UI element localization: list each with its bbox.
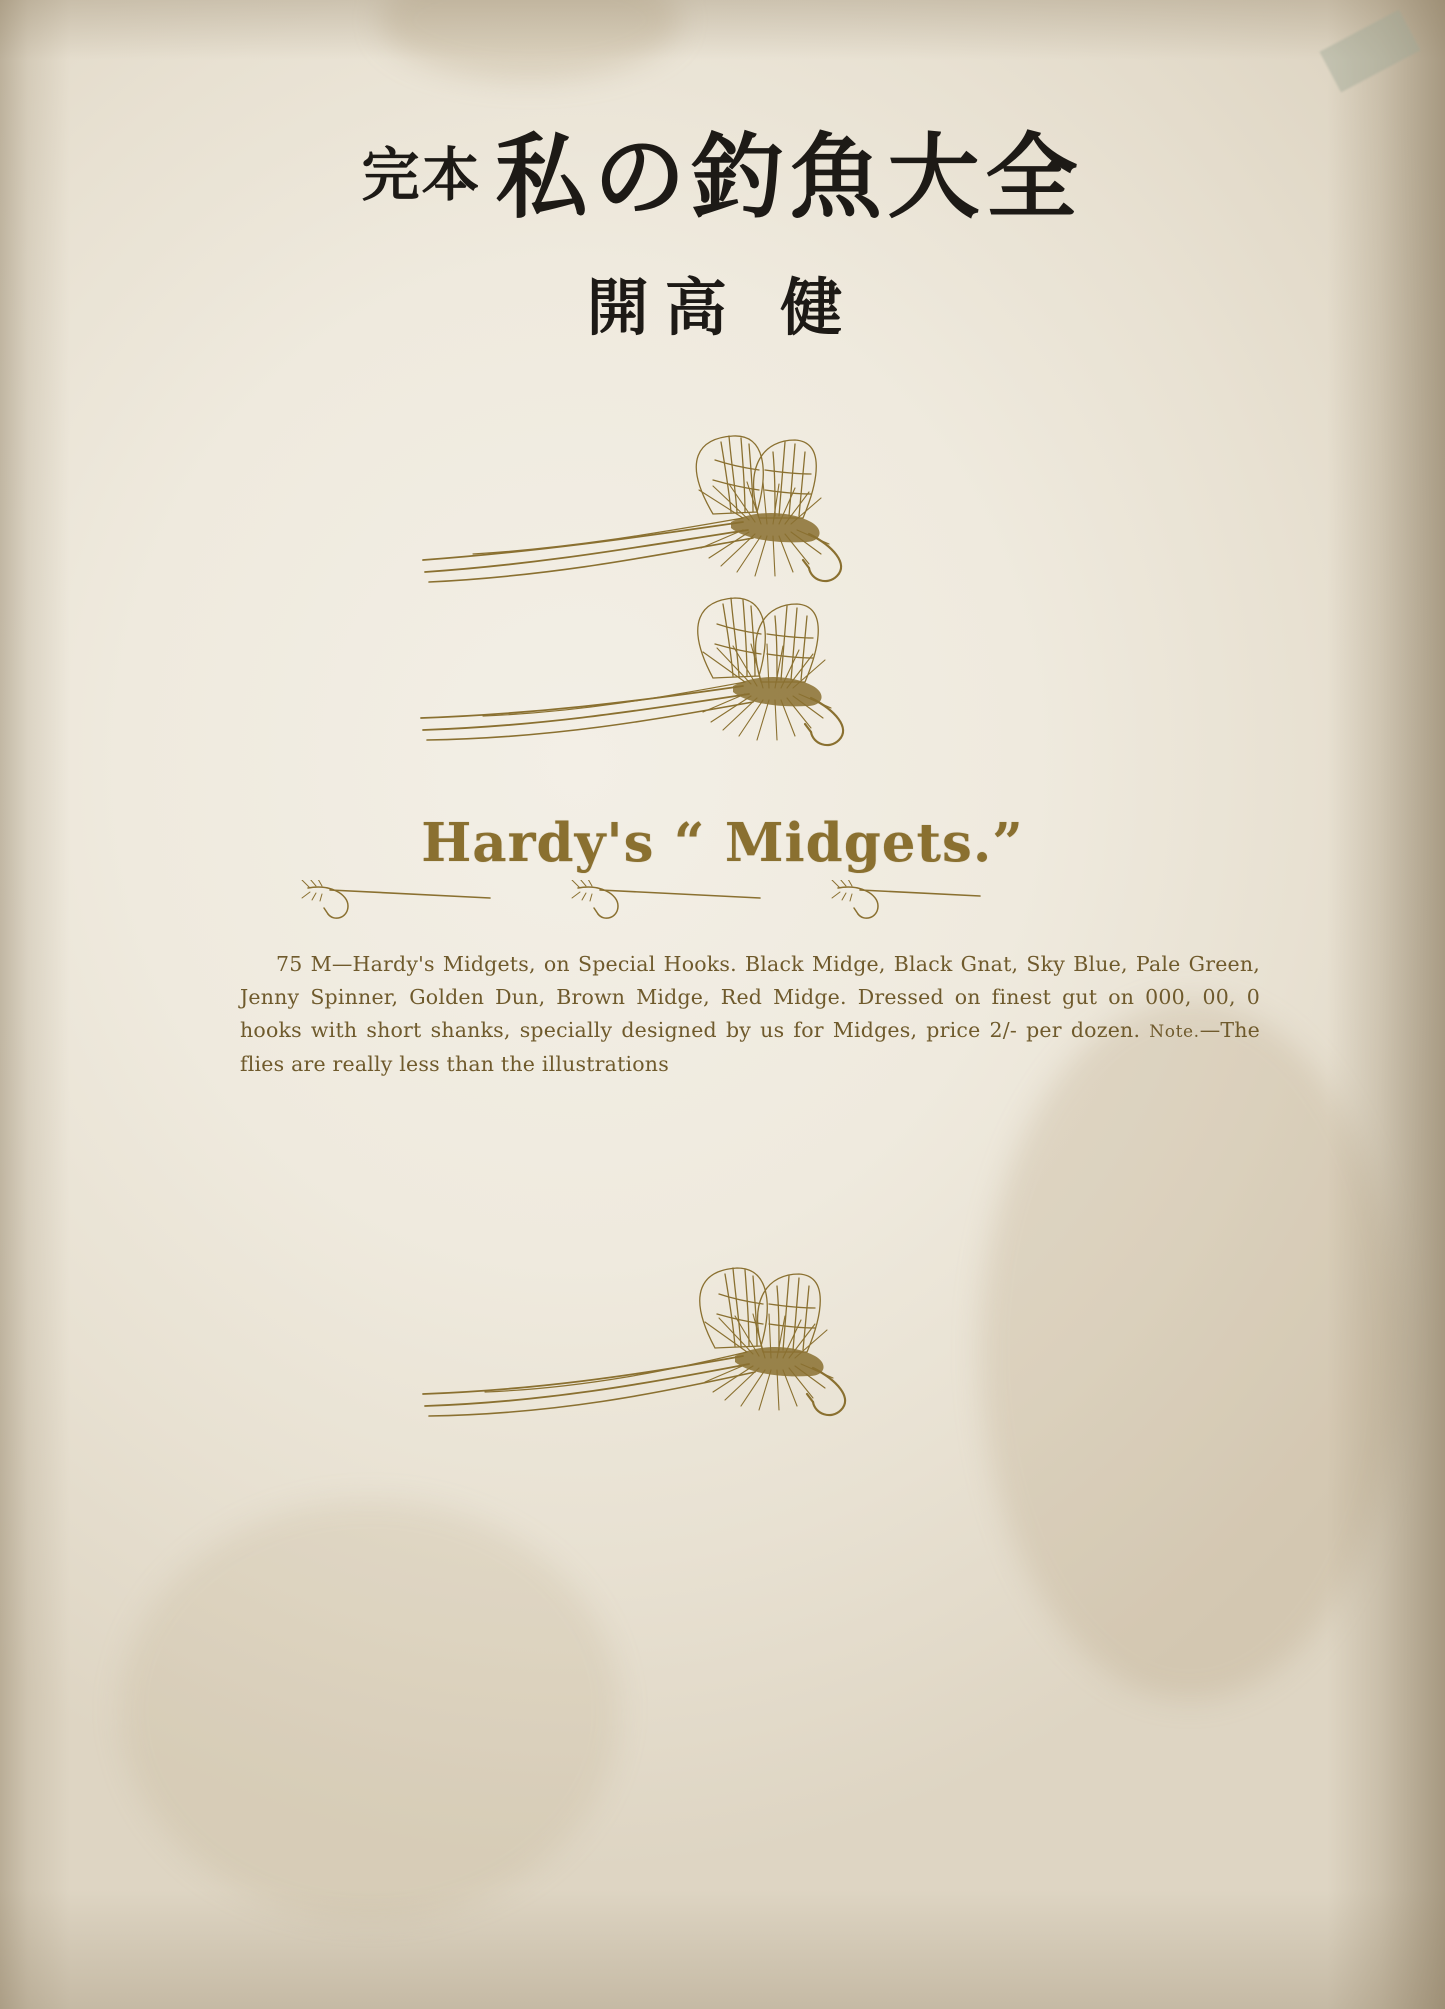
catalog-line-3: Dressed on finest gut on 000, 00, 0 hooks with short shanks, specially designed by us <box>240 985 1260 1043</box>
page-edge-shadow-bottom <box>0 1889 1445 2009</box>
page-edge-shadow-top <box>0 0 1445 60</box>
midget-hook-3 <box>832 880 980 918</box>
catalog-line-2: Blue, Pale Green, Jenny Spinner, Golden Dun, Brown Midge, Red Midge. <box>240 952 1260 1010</box>
mayfly-illustration-top <box>0 430 1445 590</box>
midget-hook-1 <box>302 880 490 918</box>
tape-residue <box>1319 10 1420 93</box>
author-name: 開高 健 <box>586 271 859 344</box>
paper-stain-top <box>380 0 680 80</box>
midget-hook-2 <box>572 880 760 918</box>
catalog-line-4-b: —The flies are really less than the illustrations <box>240 1018 1260 1076</box>
illustration-heading: Hardy's “ Midgets.” <box>421 812 1024 874</box>
catalog-line-4-a: for Midges, price 2/- per dozen. <box>793 1018 1150 1043</box>
catalog-line-1: 75 M—Hardy's Midgets, on Special Hooks. Black Midge, Black Gnat, Sky <box>276 952 1066 976</box>
mayfly-illustration-bottom <box>0 1252 1445 1432</box>
midget-hook-row <box>300 880 1150 940</box>
paper-stain-bottom-left <box>120 1500 620 1920</box>
title-prefix: 完本 <box>361 141 482 209</box>
catalog-description <box>240 948 1260 1081</box>
catalog-note-label: Note. <box>1149 1022 1200 1043</box>
page-title <box>0 104 1445 236</box>
title-main: 私の釣魚大全 <box>495 124 1084 231</box>
mayfly-illustration-middle <box>0 590 1445 750</box>
